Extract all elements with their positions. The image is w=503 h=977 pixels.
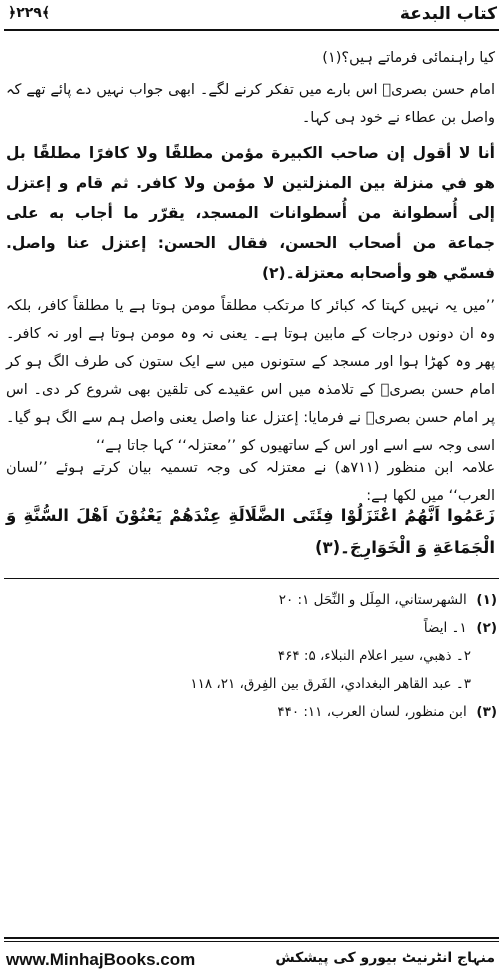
- footnotes: [8, 586, 497, 726]
- intro-paragraph: امام حسن بصریؒ اس بارے میں تفکر کرنے لگے۔ ابھی جواب نہیں دے پائے تھے کہ واصل بن عطاء نے خود ہی کہا۔: [6, 82, 495, 126]
- footnote-text: ۲۔ ذهبي، سير اعلام النبلاء، ۵: ۴۶۴: [277, 648, 471, 664]
- footnote-number: (۳): [476, 704, 497, 720]
- footer-website-link[interactable]: www.MinhajBooks.com: [6, 950, 196, 969]
- page-number: ﴿۲۲۹﴾: [8, 5, 51, 21]
- footnote-subitem: [8, 642, 497, 670]
- footer-rule-thick: [4, 937, 499, 939]
- lisan-arabic-quote: زَعَمُوا اَنَّهُمُ اعْتَزَلُوْا فِئَتَى الضَّلَالَةِ عِنْدَهُمْ يَعْنُوْنَ اَهْلَ السُّنَّةِ وَ الْجَمَاعَةِ وَ الْخَوَارِجَ۔(۳): [6, 506, 495, 557]
- footnote-text: ۳۔ عبد القاهر البغدادي، الفَرق بين الفِرق، ۲۱، ۱۱۸: [190, 676, 471, 692]
- footer-credit: منہاج انٹرنیٹ بیورو کی پیشکش: [275, 950, 495, 966]
- footnote-item: [8, 586, 497, 614]
- book-title: كتاب البدعة: [399, 4, 497, 24]
- footnote-text: ابن منظور، لسان العرب، ۱۱: ۴۴۰: [277, 704, 467, 720]
- footnote-divider: [4, 578, 499, 579]
- footer-rule-thin: [4, 941, 499, 942]
- footnote-subitem: [8, 670, 497, 698]
- footnote-item: [8, 614, 497, 642]
- lisan-intro-paragraph: علامہ ابن منظور (۷۱۱ھ) نے معتزلہ کی وجہ تسمیہ بیان کرتے ہوئے ’’لسان العرب‘‘ میں لکھا ہے:: [6, 460, 496, 504]
- footnote-number: (۲): [476, 620, 497, 636]
- arabic-quote: أنا لا أقول إن صاحب الكبيرة مؤمن مطلقًا ولا كافرًا مطلقًا بل هو في منزلة بين المنزلتين لا مؤمن ولا كافر. ثم قام و إعتزل إلى أُسطوانة من أُسطوانات المسجد، يقرّر ما أجاب به على جماعة من أصحاب الحسن، فقال الحسن: إعتزل عنا واصل. فسمّي هو وأصحابه معتزلة۔(۲): [6, 144, 495, 282]
- intro-question: کیا راہنمائی فرماتے ہیں؟(۱): [322, 50, 495, 66]
- footnote-text: الشهرستاني، المِلَل و النِّحَل ۱: ۲۰: [278, 592, 467, 608]
- footnote-text: ۱۔ ايضاً: [423, 620, 467, 636]
- footnote-number: (۱): [476, 592, 497, 608]
- page-footer: [0, 948, 503, 974]
- page-header: [0, 0, 503, 30]
- translation-paragraph: ’’میں یہ نہیں کہتا کہ کبائر کا مرتکب مطلقاً مومن ہوتا ہے یا مطلقاً کافر، بلکہ وہ ان دونوں درجات کے مابین ہوتا ہے۔ یعنی نہ وہ مومن ہوتا ہے اور نہ کافر۔ پھر وہ کھڑا ہوا اور مسجد کے ستونوں میں سے ایک ستون کی طرف الگ ہو کر امام حسن بصریؒ کے تلامذہ میں اس عقیدے کی تلقین بھی شروع کر دی۔ اس پر امام حسن بصریؒ نے فرمایا: إعتزل عنا واصل یعنی واصل ہم سے الگ ہو گیا۔ اسی وجہ سے اسے اور اس کے ساتھیوں کو ’’معتزلہ‘‘ کہا جاتا ہے‘‘: [6, 298, 495, 454]
- header-rule: [4, 29, 499, 31]
- footnote-item: [8, 698, 497, 726]
